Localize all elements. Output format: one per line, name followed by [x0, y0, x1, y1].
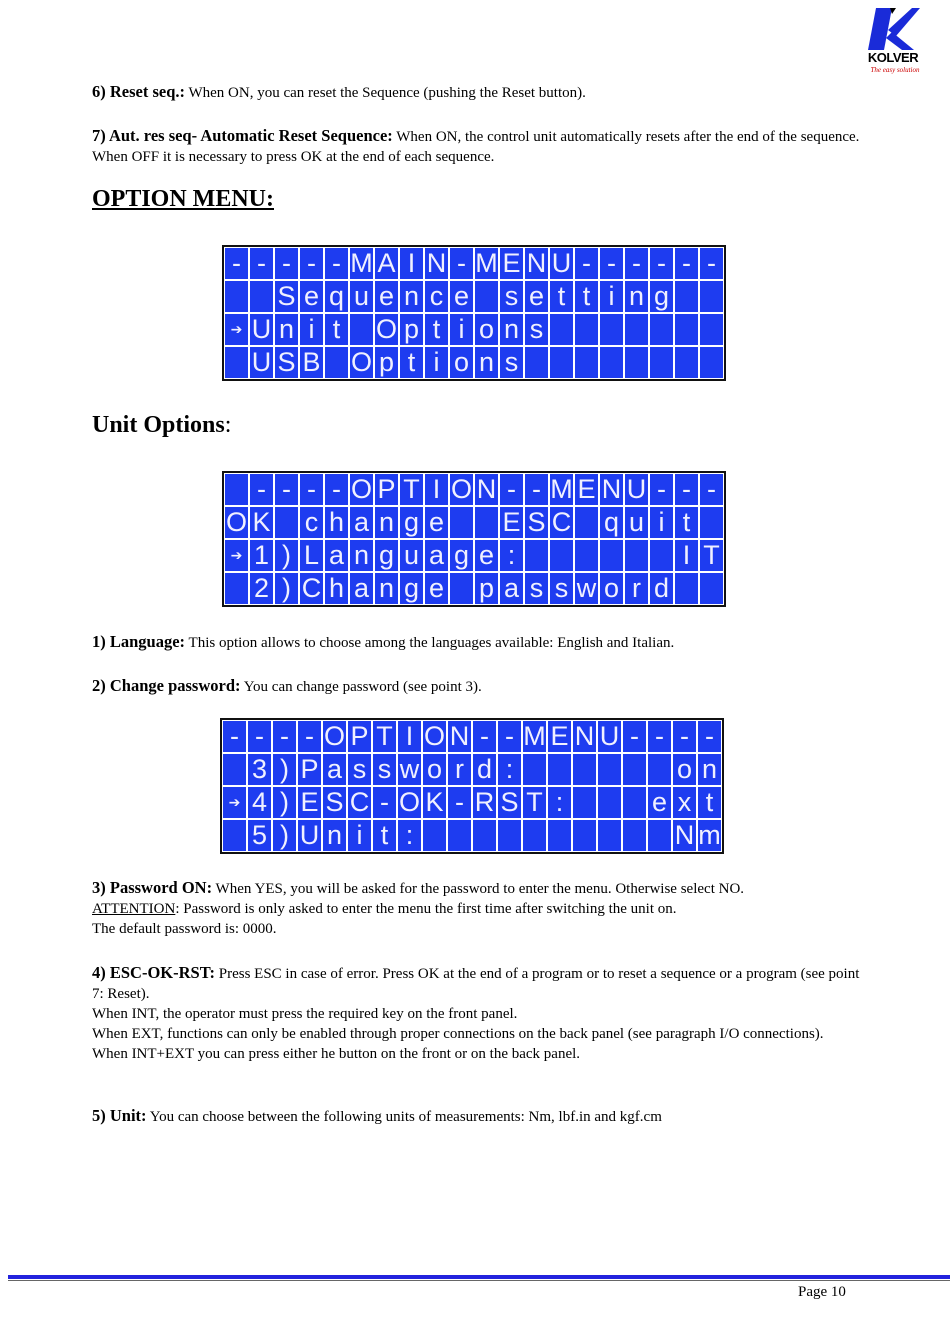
lcd-cell	[573, 820, 596, 851]
lcd-cell: -	[225, 248, 248, 279]
lcd-cell: -	[273, 721, 296, 752]
lcd-cell: O	[323, 721, 345, 751]
lcd-cell: I	[398, 721, 421, 752]
lcd-cell: n	[625, 281, 648, 312]
para-label: 4) ESC-OK-RST:	[92, 963, 215, 982]
lcd-cell	[225, 474, 248, 505]
para-text: When ON, the control unit automatically resets after the end of the sequence. When OFF it is necessary to press OK at the end of each sequence.	[92, 129, 860, 165]
page-number: Page 10	[798, 1284, 846, 1300]
lcd-cell	[575, 540, 598, 571]
lcd-cell: )	[273, 754, 296, 785]
lcd-cell: i	[650, 507, 673, 538]
lcd-cell: R	[474, 787, 495, 817]
lcd-cell: n	[350, 540, 373, 571]
lcd-cell	[598, 754, 621, 785]
footer-rule	[8, 1275, 950, 1279]
lcd-cell: -	[673, 721, 696, 752]
para-label: 7) Aut. res seq- Automatic Reset Sequence:	[92, 126, 393, 145]
lcd-cell: K	[423, 787, 446, 818]
lcd-cell: O	[350, 474, 372, 504]
lcd-cursor-arrow-icon: ➔	[223, 787, 246, 818]
lcd-cell: -	[325, 248, 348, 279]
lcd-cell: p	[475, 573, 498, 604]
lcd-cell: n	[500, 314, 523, 345]
lcd-cell: s	[348, 754, 371, 785]
lcd-cell: w	[399, 754, 420, 784]
lcd-cell	[225, 347, 248, 378]
lcd-cell	[623, 820, 646, 851]
lcd-cell: -	[248, 721, 271, 752]
lcd-cell	[600, 314, 623, 345]
lcd-cell: -	[250, 474, 273, 505]
lcd-cell: )	[273, 820, 296, 851]
lcd-cell: K	[250, 507, 273, 538]
lcd-cell: P	[298, 754, 321, 785]
lcd-cell: E	[548, 721, 571, 752]
lcd-cell: N	[476, 474, 497, 504]
lcd-cell: r	[625, 573, 648, 604]
lcd-cell	[475, 507, 498, 538]
lcd-cell: 1	[250, 540, 273, 571]
para-label: 1) Language:	[92, 632, 186, 651]
lcd-cell: t	[698, 787, 721, 818]
lcd-cell: g	[400, 507, 423, 538]
lcd-cell: t	[400, 347, 423, 378]
lcd-cell: U	[251, 314, 272, 344]
lcd-cell: S	[498, 787, 521, 818]
lcd-cell: r	[448, 754, 471, 785]
lcd-cell: a	[325, 540, 348, 571]
lcd-cell: -	[600, 248, 623, 279]
lcd-cell: e	[375, 281, 398, 312]
lcd-cell: U	[251, 347, 272, 377]
lcd-cell: )	[275, 573, 298, 604]
lcd-cell	[675, 347, 698, 378]
lcd-cell	[548, 820, 571, 851]
lcd-cell: :	[398, 820, 421, 851]
lcd-option-menu-1	[222, 471, 726, 607]
lcd-cell: -	[223, 721, 246, 752]
lcd-row	[224, 313, 724, 346]
logo-tagline: The easy solution	[870, 66, 920, 74]
lcd-cell	[600, 347, 623, 378]
lcd-cell: o	[423, 754, 446, 785]
lcd-cell: L	[300, 540, 323, 571]
lcd-row	[222, 720, 722, 753]
lcd-cell: :	[498, 754, 521, 785]
lcd-cell	[250, 281, 273, 312]
lcd-cell	[675, 281, 698, 312]
lcd-cell	[575, 347, 598, 378]
lcd-cell: O	[398, 787, 420, 817]
lcd-cell: S	[275, 281, 298, 312]
lcd-cell	[325, 347, 348, 378]
lcd-cell: )	[275, 540, 298, 571]
option-menu-heading	[92, 186, 274, 213]
lcd-cell	[700, 347, 723, 378]
lcd-cell: -	[625, 248, 648, 279]
attention-text: : Password is only asked to enter the menu the first time after switching the unit on.	[175, 901, 677, 917]
lcd-cell: M	[350, 248, 373, 278]
lcd-cell	[548, 754, 571, 785]
lcd-cell: n	[323, 820, 346, 851]
lcd-cell: -	[675, 474, 698, 505]
footer-rule-shadow	[8, 1280, 950, 1281]
lcd-cell: -	[675, 248, 698, 279]
lcd-cell: c	[425, 281, 448, 312]
lcd-cell: U	[599, 721, 620, 751]
lcd-cell: -	[623, 721, 646, 752]
lcd-cell: t	[325, 314, 348, 345]
lcd-cell	[550, 540, 573, 571]
lcd-cell: T	[373, 721, 396, 752]
lcd-cell: S	[275, 347, 298, 378]
lcd-cell	[675, 573, 698, 604]
lcd-cell: q	[600, 507, 623, 538]
para-text: This option allows to choose among the languages available: English and Italian.	[185, 635, 675, 651]
lcd-cell: N	[574, 721, 595, 751]
lcd-cell	[523, 820, 546, 851]
lcd-cell: -	[450, 248, 473, 279]
lcd-cell: o	[450, 347, 473, 378]
heading-text: OPTION MENU:	[92, 186, 274, 212]
lcd-cell: -	[700, 248, 723, 279]
lcd-cell: C	[349, 787, 370, 817]
lcd-cell: -	[298, 721, 321, 752]
lcd-cell	[523, 754, 546, 785]
lcd-cell	[525, 347, 548, 378]
lcd-cell	[575, 314, 598, 345]
para-esc-ok-rst	[92, 963, 862, 1064]
para-change-password	[92, 676, 862, 697]
lcd-cell: t	[675, 507, 698, 538]
lcd-row	[224, 506, 724, 539]
lcd-cell: -	[650, 248, 673, 279]
lcd-cell	[625, 540, 648, 571]
para-text: You can choose between the following units of measurements: Nm, lbf.in and kgf.cm	[146, 1109, 662, 1125]
lcd-cell: n	[375, 507, 398, 538]
lcd-cell: :	[548, 787, 571, 818]
lcd-cell: -	[700, 474, 723, 505]
lcd-cell: U	[299, 820, 320, 850]
lcd-main-menu	[222, 245, 726, 381]
para-language	[92, 632, 862, 653]
lcd-cell: t	[425, 314, 448, 345]
lcd-cell: a	[350, 573, 373, 604]
lcd-cell: N	[601, 474, 622, 504]
lcd-cell: M	[550, 474, 573, 504]
lcd-cell	[600, 540, 623, 571]
para-reset-seq	[92, 82, 862, 103]
lcd-cell: -	[498, 721, 521, 752]
lcd-cell	[650, 314, 673, 345]
heading-colon: :	[224, 412, 232, 438]
lcd-cell: a	[425, 540, 448, 571]
lcd-cell: x	[673, 787, 696, 818]
int-text: When INT, the operator must press the required key on the front panel.	[92, 1006, 518, 1022]
lcd-cell	[623, 754, 646, 785]
lcd-cell	[573, 787, 596, 818]
lcd-cell: -	[300, 474, 323, 505]
lcd-cell: I	[425, 474, 448, 505]
lcd-cell: E	[500, 507, 523, 538]
lcd-cell: i	[425, 347, 448, 378]
lcd-cell: e	[475, 540, 498, 571]
lcd-cell: N	[526, 248, 547, 278]
lcd-cell: A	[375, 248, 398, 279]
default-password-text: The default password is: 0000.	[92, 921, 277, 937]
lcd-cell: I	[675, 540, 698, 571]
lcd-cell: U	[626, 474, 647, 504]
lcd-cell: p	[400, 314, 423, 345]
lcd-cell: u	[400, 540, 423, 571]
lcd-cell: U	[551, 248, 572, 278]
lcd-cell: s	[525, 573, 548, 604]
lcd-cell: -	[325, 474, 348, 505]
lcd-cell: 4	[248, 787, 271, 818]
lcd-cell: q	[325, 281, 348, 312]
lcd-cell: h	[325, 573, 348, 604]
lcd-cell: E	[298, 787, 321, 818]
lcd-cursor-arrow-icon: ➔	[225, 540, 248, 571]
lcd-cell: a	[350, 507, 373, 538]
unit-options-heading	[92, 412, 231, 439]
lcd-cell: S	[525, 507, 548, 538]
lcd-cell	[223, 820, 246, 851]
lcd-cell	[450, 573, 473, 604]
lcd-cell: -	[275, 474, 298, 505]
lcd-cell	[225, 573, 248, 604]
lcd-cell: n	[375, 573, 398, 604]
lcd-cell	[625, 347, 648, 378]
lcd-cell: t	[575, 281, 598, 312]
lcd-cell: i	[348, 820, 371, 851]
lcd-cell	[448, 820, 471, 851]
lcd-cell	[350, 314, 373, 345]
lcd-cell	[625, 314, 648, 345]
lcd-row	[224, 473, 724, 506]
lcd-cell	[648, 820, 671, 851]
lcd-cell: P	[348, 721, 371, 752]
lcd-cell	[650, 347, 673, 378]
lcd-cell	[648, 754, 671, 785]
lcd-cell	[700, 573, 723, 604]
lcd-cell: d	[650, 573, 673, 604]
lcd-cell: a	[500, 573, 523, 604]
lcd-cell	[573, 754, 596, 785]
lcd-cell: e	[425, 507, 448, 538]
lcd-cell: g	[400, 573, 423, 604]
lcd-cell: h	[325, 507, 348, 538]
lcd-cell: 5	[248, 820, 271, 851]
lcd-cell: t	[550, 281, 573, 312]
lcd-cell	[575, 507, 598, 538]
para-unit	[92, 1106, 862, 1127]
lcd-cell: g	[450, 540, 473, 571]
lcd-cell: C	[301, 573, 322, 603]
heading-bold: Unit Options	[92, 412, 225, 438]
lcd-cell: -	[648, 721, 671, 752]
lcd-cell: i	[300, 314, 323, 345]
lcd-cell: e	[300, 281, 323, 312]
lcd-cell: e	[450, 281, 473, 312]
lcd-cell: -	[448, 787, 471, 818]
para-label: 6) Reset seq.:	[92, 82, 186, 101]
lcd-row	[224, 572, 724, 605]
lcd-cell: -	[373, 787, 396, 818]
kolver-k-icon	[862, 6, 924, 52]
lcd-cell: d	[473, 754, 496, 785]
lcd-cell: n	[475, 347, 498, 378]
lcd-cell: M	[475, 248, 498, 278]
lcd-cell: n	[400, 281, 423, 312]
lcd-cell	[550, 347, 573, 378]
lcd-cell: o	[673, 754, 696, 785]
lcd-cell: u	[625, 507, 648, 538]
lcd-cell: u	[350, 281, 373, 312]
para-label: 2) Change password:	[92, 676, 241, 695]
lcd-cell	[225, 281, 248, 312]
lcd-cell: p	[375, 347, 398, 378]
lcd-cell: e	[648, 787, 671, 818]
ext-text: When EXT, functions can only be enabled through proper connections on the back panel (see paragraph I/O connections).	[92, 1026, 824, 1042]
lcd-cell: w	[576, 573, 597, 603]
lcd-cell: N	[449, 721, 470, 751]
lcd-cell: i	[600, 281, 623, 312]
lcd-cell	[423, 820, 446, 851]
attention-label: ATTENTION	[92, 901, 176, 917]
lcd-cell: -	[250, 248, 273, 279]
lcd-cell: g	[375, 540, 398, 571]
lcd-cell: m	[698, 820, 721, 850]
lcd-cell: t	[373, 820, 396, 851]
para-text: You can change password (see point 3).	[240, 679, 482, 695]
lcd-cell: a	[323, 754, 346, 785]
lcd-cell: e	[425, 573, 448, 604]
lcd-cell: s	[500, 347, 523, 378]
lcd-cell: N	[674, 820, 695, 850]
lcd-cell	[473, 820, 496, 851]
lcd-cell: -	[575, 248, 598, 279]
lcd-cell: s	[373, 754, 396, 785]
logo-brand: KOLVER	[867, 50, 919, 65]
lcd-cell	[650, 540, 673, 571]
lcd-option-menu-2	[220, 718, 724, 854]
lcd-cell	[675, 314, 698, 345]
para-label: 3) Password ON:	[92, 878, 213, 897]
lcd-cell	[525, 540, 548, 571]
para-label: 5) Unit:	[92, 1106, 147, 1125]
lcd-cell: o	[600, 573, 623, 604]
lcd-cell: T	[400, 474, 423, 505]
lcd-cell: T	[523, 787, 546, 818]
lcd-cell: N	[426, 248, 447, 278]
lcd-cursor-arrow-icon: ➔	[225, 314, 248, 345]
lcd-cell: 3	[248, 754, 271, 785]
lcd-cell	[700, 507, 723, 538]
kolver-logo	[862, 6, 924, 76]
intext-text: When INT+EXT you can press either he button on the front or on the back panel.	[92, 1046, 581, 1062]
lcd-row	[222, 753, 722, 786]
lcd-row	[224, 280, 724, 313]
lcd-cell: s	[525, 314, 548, 345]
lcd-cell: E	[575, 474, 598, 505]
lcd-cell	[275, 507, 298, 538]
para-aut-res-seq	[92, 126, 862, 167]
para-text: When ON, you can reset the Sequence (pushing the Reset button).	[185, 85, 586, 101]
lcd-cell	[223, 754, 246, 785]
lcd-cell	[450, 507, 473, 538]
lcd-cell: c	[300, 507, 323, 538]
lcd-row	[224, 346, 724, 379]
lcd-cell: -	[473, 721, 496, 752]
lcd-cell: n	[275, 314, 298, 345]
para-password-on	[92, 878, 862, 939]
lcd-cell: -	[300, 248, 323, 279]
lcd-cell: -	[500, 474, 523, 505]
lcd-cell: T	[700, 540, 723, 571]
lcd-cell: O	[423, 721, 445, 751]
lcd-cell: B	[300, 347, 323, 378]
lcd-cell	[550, 314, 573, 345]
lcd-cell: O	[450, 474, 472, 504]
lcd-cell: s	[500, 281, 523, 312]
lcd-cell: -	[525, 474, 548, 505]
lcd-cell: C	[551, 507, 572, 537]
lcd-cell: n	[698, 754, 721, 785]
lcd-cell	[598, 820, 621, 851]
lcd-cell: E	[500, 248, 523, 279]
lcd-cell	[498, 820, 521, 851]
lcd-cell	[475, 281, 498, 312]
lcd-cell: P	[375, 474, 398, 505]
lcd-cell: o	[475, 314, 498, 345]
lcd-cell: S	[323, 787, 346, 818]
lcd-cell: 2	[250, 573, 273, 604]
lcd-cell: :	[500, 540, 523, 571]
lcd-cell: )	[273, 787, 296, 818]
lcd-cell: g	[650, 281, 673, 312]
lcd-cell: O	[350, 347, 372, 377]
lcd-cell: I	[400, 248, 423, 279]
lcd-cell: i	[450, 314, 473, 345]
lcd-cell: -	[650, 474, 673, 505]
lcd-cell	[623, 787, 646, 818]
lcd-row	[224, 247, 724, 280]
lcd-cell	[598, 787, 621, 818]
lcd-cell: e	[525, 281, 548, 312]
lcd-cell: s	[550, 573, 573, 604]
lcd-row	[224, 539, 724, 572]
lcd-cell: O	[225, 507, 247, 537]
lcd-cell: -	[275, 248, 298, 279]
lcd-cell: O	[375, 314, 397, 344]
lcd-cell	[700, 281, 723, 312]
lcd-cell: -	[698, 721, 721, 752]
para-text: When YES, you will be asked for the password to enter the menu. Otherwise select NO.	[212, 881, 745, 897]
lcd-cell: M	[523, 721, 546, 751]
lcd-cell	[700, 314, 723, 345]
para-text: Press ESC in case of error. Press OK at the end of a program or to reset a sequence or a program (see point 7: Reset).	[92, 966, 860, 1002]
lcd-row	[222, 786, 722, 819]
lcd-row	[222, 819, 722, 852]
